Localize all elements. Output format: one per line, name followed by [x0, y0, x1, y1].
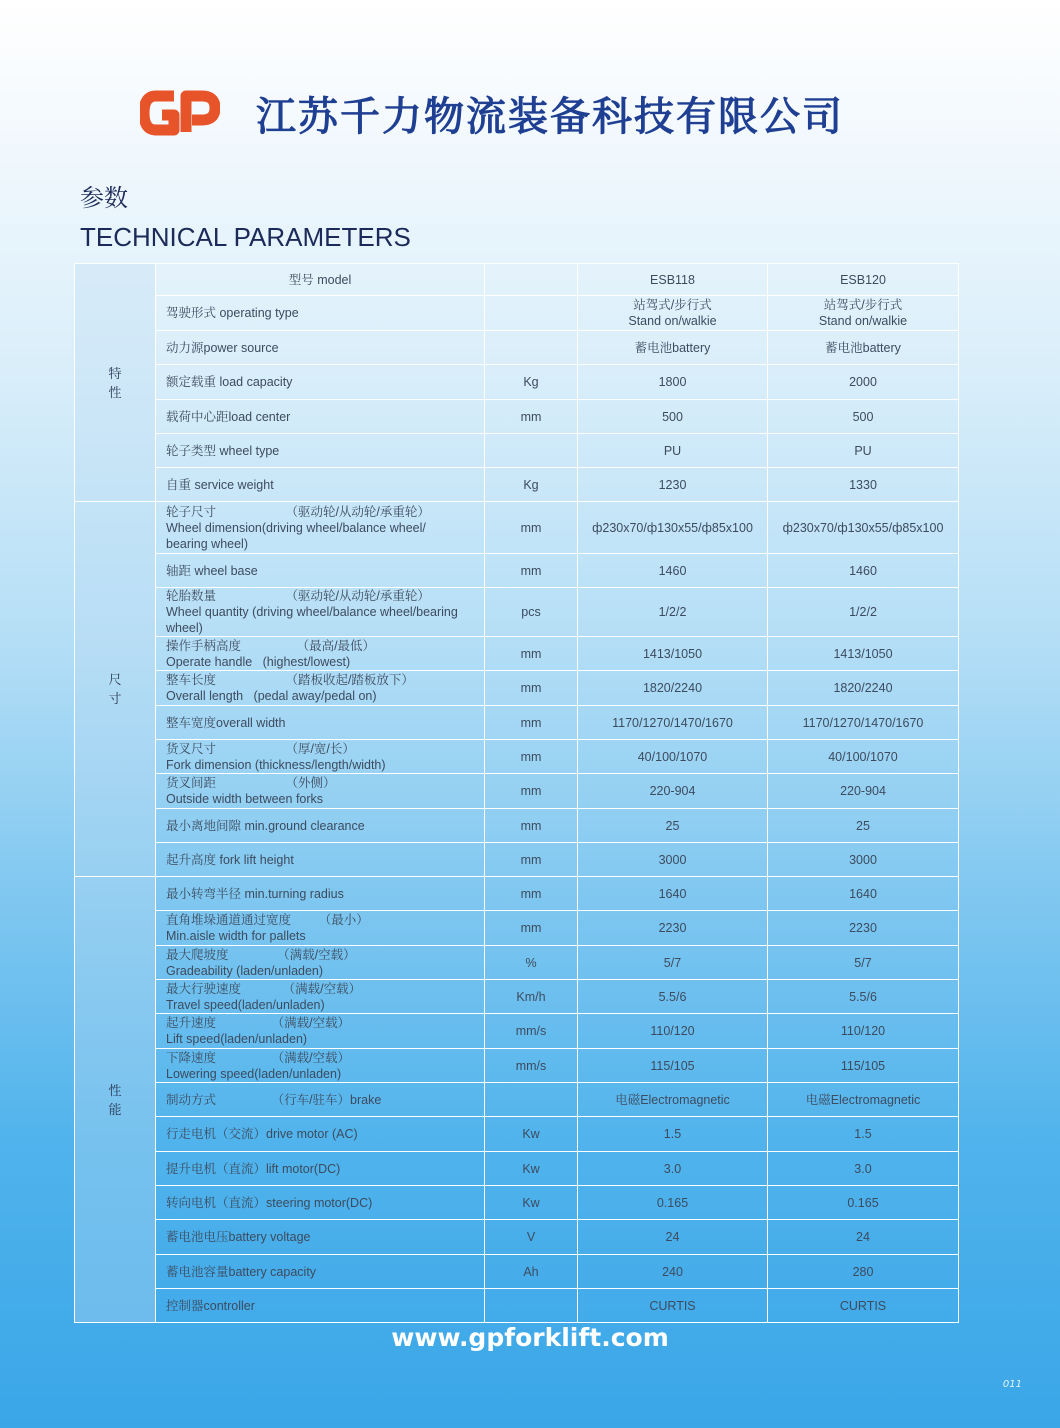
row-label: 下降速度 （满载/空载） Lowering speed(laden/unladen) [156, 1049, 485, 1083]
table-row [75, 1049, 959, 1083]
table-row [75, 434, 959, 468]
row-label: 控制器controller [156, 1289, 485, 1323]
table-row [75, 400, 959, 434]
row-unit: mm [485, 877, 578, 911]
table-row [75, 296, 959, 331]
row-value-1: 1/2/2 [578, 588, 768, 637]
row-value-2: ф230x70/ф130x55/ф85x100 [768, 502, 959, 554]
row-value-1: 24 [578, 1220, 768, 1255]
row-value-1: PU [578, 434, 768, 468]
row-value-2: 2000 [768, 365, 959, 400]
row-value-1: 1640 [578, 877, 768, 911]
row-label: 货叉尺寸 （厚/宽/长） Fork dimension (thickness/length/width) [156, 740, 485, 774]
row-label: 货叉间距 （外侧） Outside width between forks [156, 774, 485, 809]
company-logo-icon [140, 88, 220, 138]
row-unit: Kw [485, 1152, 578, 1186]
table-row [75, 468, 959, 502]
table-row [75, 331, 959, 365]
company-name: 江苏千力物流装备科技有限公司 [256, 93, 844, 140]
group-label-features: 特性 [75, 264, 156, 502]
row-value-2: 3000 [768, 843, 959, 877]
row-unit [485, 331, 578, 365]
row-value-1: 1413/1050 [578, 637, 768, 671]
row-label: 轴距 wheel base [156, 554, 485, 588]
row-value-1: 站驾式/步行式 Stand on/walkie [578, 296, 768, 331]
row-label: 自重 service weight [156, 468, 485, 502]
row-unit [485, 296, 578, 331]
section-title-en: TECHNICAL PARAMETERS [80, 222, 411, 252]
row-value-1: 3000 [578, 843, 768, 877]
row-label: 操作手柄高度 （最高/最低） Operate handle (highest/lowest) [156, 637, 485, 671]
row-value-2: 3.0 [768, 1152, 959, 1186]
row-value-1: 3.0 [578, 1152, 768, 1186]
website-url[interactable]: www.gpforklift.com [391, 1323, 669, 1352]
row-value-2: 1/2/2 [768, 588, 959, 637]
table-row [75, 637, 959, 671]
row-unit: mm [485, 740, 578, 774]
row-label: 制动方式 （行车/驻车）brake [156, 1083, 485, 1117]
row-value-2: 站驾式/步行式 Stand on/walkie [768, 296, 959, 331]
row-value-1: CURTIS [578, 1289, 768, 1323]
row-unit: mm [485, 809, 578, 843]
row-unit [485, 1083, 578, 1117]
row-value-2: 1.5 [768, 1117, 959, 1152]
row-value-1: 0.165 [578, 1186, 768, 1220]
row-unit: Km/h [485, 980, 578, 1014]
row-unit: Kg [485, 468, 578, 502]
row-value-1: 500 [578, 400, 768, 434]
row-value-2: 115/105 [768, 1049, 959, 1083]
parameters-table [74, 263, 958, 1322]
row-value-2: 40/100/1070 [768, 740, 959, 774]
row-value-1: 25 [578, 809, 768, 843]
table-row [75, 740, 959, 774]
row-unit: mm [485, 671, 578, 706]
table-row [75, 365, 959, 400]
header-model-2: ESB120 [768, 264, 959, 296]
row-unit: pcs [485, 588, 578, 637]
row-label: 动力源power source [156, 331, 485, 365]
table-row [75, 671, 959, 706]
row-label: 最小离地间隙 min.ground clearance [156, 809, 485, 843]
row-label: 驾驶形式 operating type [156, 296, 485, 331]
row-unit: mm [485, 400, 578, 434]
table-header-row [75, 264, 959, 296]
row-unit [485, 1289, 578, 1323]
row-value-2: 1640 [768, 877, 959, 911]
row-value-2: CURTIS [768, 1289, 959, 1323]
row-value-2: 电磁Electromagnetic [768, 1083, 959, 1117]
row-value-2: 1330 [768, 468, 959, 502]
row-unit: mm/s [485, 1014, 578, 1049]
row-value-1: 5.5/6 [578, 980, 768, 1014]
row-value-1: 1800 [578, 365, 768, 400]
table-row [75, 1014, 959, 1049]
row-unit: mm [485, 843, 578, 877]
table-row [75, 946, 959, 980]
row-value-1: 2230 [578, 911, 768, 946]
row-value-2: 24 [768, 1220, 959, 1255]
row-label: 直角堆垛通道通过宽度 （最小） Min.aisle width for pallets [156, 911, 485, 946]
row-label: 轮子尺寸 （驱动轮/从动轮/承重轮） Wheel dimension(driving wheel/balance wheel/ bearing wheel) [156, 502, 485, 554]
row-unit: Ah [485, 1255, 578, 1289]
row-value-2: 2230 [768, 911, 959, 946]
row-label: 最大行驶速度 （满载/空载） Travel speed(laden/unladen) [156, 980, 485, 1014]
row-value-2: 5/7 [768, 946, 959, 980]
table-row [75, 911, 959, 946]
row-value-1: 电磁Electromagnetic [578, 1083, 768, 1117]
table-row [75, 554, 959, 588]
row-value-1: 1460 [578, 554, 768, 588]
header-model-1: ESB118 [578, 264, 768, 296]
row-label: 行走电机（交流）drive motor (AC) [156, 1117, 485, 1152]
table-row [75, 774, 959, 809]
row-label: 整车宽度overall width [156, 706, 485, 740]
row-label: 轮胎数量 （驱动轮/从动轮/承重轮） Wheel quantity (driving wheel/balance wheel/bearing wheel) [156, 588, 485, 637]
table-row [75, 1152, 959, 1186]
row-value-2: 500 [768, 400, 959, 434]
page-header [140, 78, 844, 148]
row-value-2: 1460 [768, 554, 959, 588]
row-value-2: PU [768, 434, 959, 468]
row-value-2: 0.165 [768, 1186, 959, 1220]
row-value-2: 220-904 [768, 774, 959, 809]
row-label: 蓄电池电压battery voltage [156, 1220, 485, 1255]
row-value-2: 蓄电池battery [768, 331, 959, 365]
row-value-2: 1820/2240 [768, 671, 959, 706]
header-model: 型号 model [156, 264, 485, 296]
table-row [75, 1289, 959, 1323]
row-label: 最小转弯半径 min.turning radius [156, 877, 485, 911]
row-unit: mm [485, 774, 578, 809]
row-unit: mm [485, 637, 578, 671]
row-value-1: ф230x70/ф130x55/ф85x100 [578, 502, 768, 554]
table-row [75, 1083, 959, 1117]
row-value-2: 1170/1270/1470/1670 [768, 706, 959, 740]
table-row [75, 1255, 959, 1289]
row-label: 整车长度 （踏板收起/踏板放下） Overall length (pedal away/pedal on) [156, 671, 485, 706]
header-unit [485, 264, 578, 296]
row-unit: Kw [485, 1117, 578, 1152]
row-value-1: 110/120 [578, 1014, 768, 1049]
group-label-performance: 性能 [75, 877, 156, 1323]
row-unit: mm [485, 706, 578, 740]
row-unit: Kw [485, 1186, 578, 1220]
page-number: 011 [1002, 1379, 1022, 1390]
row-value-1: 1820/2240 [578, 671, 768, 706]
row-value-1: 40/100/1070 [578, 740, 768, 774]
row-label: 提升电机（直流）lift motor(DC) [156, 1152, 485, 1186]
row-value-2: 25 [768, 809, 959, 843]
row-value-1: 1170/1270/1470/1670 [578, 706, 768, 740]
row-unit: % [485, 946, 578, 980]
row-label: 蓄电池容量battery capacity [156, 1255, 485, 1289]
row-label: 轮子类型 wheel type [156, 434, 485, 468]
row-unit: mm [485, 502, 578, 554]
row-unit [485, 434, 578, 468]
row-value-1: 1230 [578, 468, 768, 502]
group-label-dimensions: 尺寸 [75, 502, 156, 877]
row-unit: V [485, 1220, 578, 1255]
row-value-1: 240 [578, 1255, 768, 1289]
table-row [75, 877, 959, 911]
row-value-1: 115/105 [578, 1049, 768, 1083]
section-title-cn: 参数 [80, 184, 128, 212]
table-row [75, 1186, 959, 1220]
row-label: 转向电机（直流）steering motor(DC) [156, 1186, 485, 1220]
row-value-1: 1.5 [578, 1117, 768, 1152]
row-value-2: 1413/1050 [768, 637, 959, 671]
table-row [75, 809, 959, 843]
row-label: 最大爬坡度 （满载/空载） Gradeability (laden/unladen) [156, 946, 485, 980]
row-value-1: 5/7 [578, 946, 768, 980]
row-unit: Kg [485, 365, 578, 400]
row-label: 起升速度 （满载/空载） Lift speed(laden/unladen) [156, 1014, 485, 1049]
table-row [75, 502, 959, 554]
row-label: 额定载重 load capacity [156, 365, 485, 400]
table-row [75, 1220, 959, 1255]
row-value-2: 280 [768, 1255, 959, 1289]
table-row [75, 843, 959, 877]
row-value-2: 5.5/6 [768, 980, 959, 1014]
row-value-1: 220-904 [578, 774, 768, 809]
table-row [75, 588, 959, 637]
row-label: 载荷中心距load center [156, 400, 485, 434]
table-row [75, 980, 959, 1014]
row-unit: mm [485, 911, 578, 946]
row-unit: mm/s [485, 1049, 578, 1083]
row-unit: mm [485, 554, 578, 588]
row-value-2: 110/120 [768, 1014, 959, 1049]
row-label: 起升高度 fork lift height [156, 843, 485, 877]
table-row [75, 1117, 959, 1152]
table-row [75, 706, 959, 740]
row-value-1: 蓄电池battery [578, 331, 768, 365]
